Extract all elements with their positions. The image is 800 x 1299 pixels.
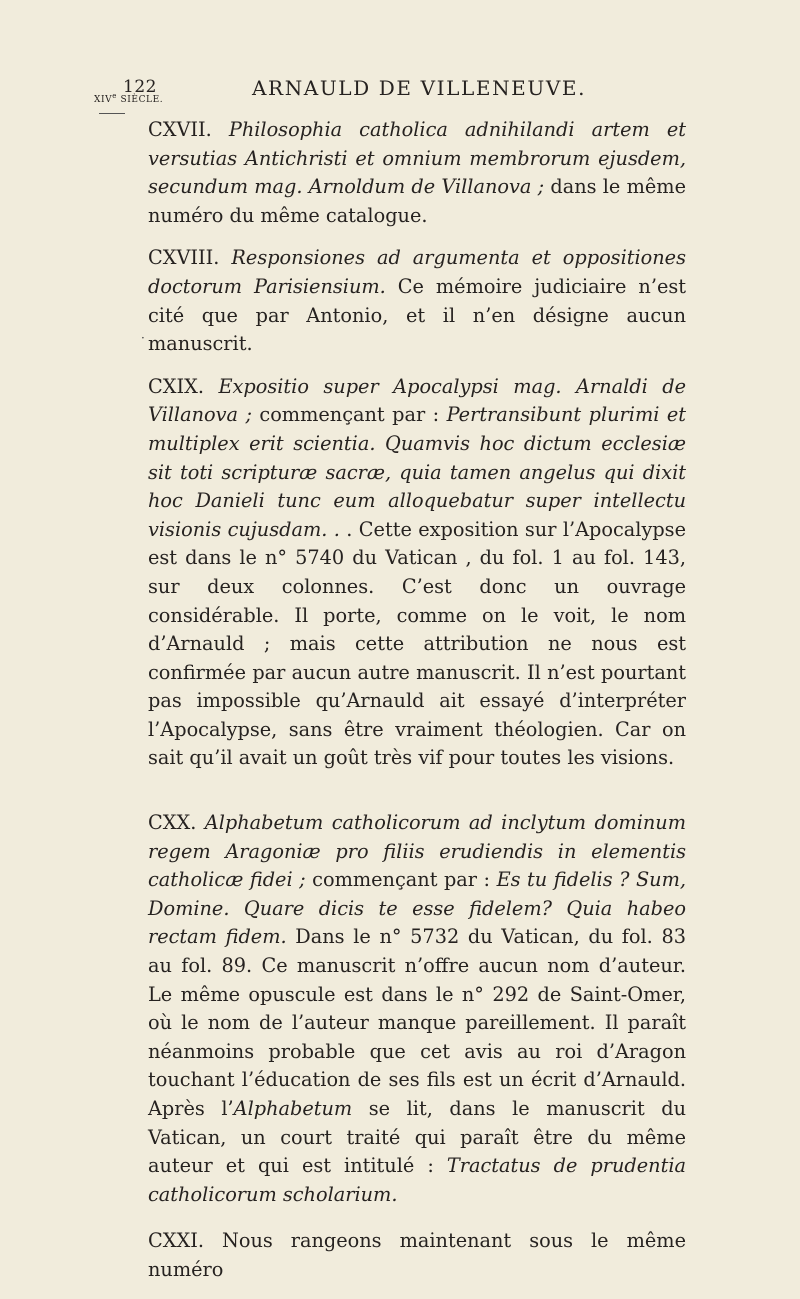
entry-text: . Cette exposition sur l’Apocalypse est dans le n° 5740 du Vatican , du fol. 1 au fol. 143, sur deux colonnes. C’est donc un ouvrage considérable. Il porte, comme on le voit, le nom d’Arnauld ; mais cette attribution ne nous est confirmée par aucun autre manuscrit. Il n’est pourtant pas impossible qu’Arnauld ait essayé d’interpréter l’Apocalypse, sans être vraiment théologien. Car on sait qu’il avait un goût très vif pour toutes les visions. bbox=[148, 517, 686, 770]
entry-text: Nous rangeons maintenant sous le même numéro bbox=[148, 1229, 686, 1281]
entry-cxix bbox=[148, 373, 686, 773]
entry-cxviii bbox=[148, 244, 686, 358]
entry-number: CXIX. bbox=[148, 374, 204, 398]
margin-note-suffix: SIÈCLE. bbox=[117, 95, 164, 105]
entry-text: se lit, dans le manuscrit du Vatican, un court traité qui paraît être du même auteur et qui est intitulé : bbox=[148, 1097, 687, 1178]
entry-cxxi bbox=[148, 1227, 686, 1284]
entry-number: CXVII. bbox=[148, 118, 212, 141]
entry-cxx bbox=[148, 809, 686, 1209]
entry-number: CXVIII. bbox=[148, 246, 220, 270]
entry-number: CXXI. bbox=[148, 1229, 204, 1253]
latin-title: Alphabetum catholicorum ad inclytum dominum regem Aragoniæ pro filiis erudiendis in elementis catholicæ fidei ; bbox=[148, 811, 686, 892]
entry-number: CXX. bbox=[148, 811, 197, 835]
margin-note-sup: e bbox=[112, 92, 118, 100]
page-number: 122 bbox=[123, 77, 157, 97]
entry-text: Ce mémoire judiciaire n’est cité que par Antonio, et il n’en désigne aucun manuscrit. bbox=[148, 274, 687, 356]
margin-note-century bbox=[94, 92, 163, 105]
margin-dot: · bbox=[141, 331, 145, 345]
margin-note-prefix: XIV bbox=[94, 95, 113, 105]
latin-incipit: Pertransibunt plurimi et multiplex erit scientia. Quamvis hoc dictum ecclesiæ sit toti scripturæ sacræ, quia tamen angelus qui dixit hoc Danieli tunc eum alloquebatur super intellectu visionis cujusdam. . bbox=[148, 403, 686, 541]
latin-title: Philosophia catholica adnihilandi artem et versutias Antichristi et omnium membrorum ejusdem, secundum mag. Arnoldum de Villanova ; bbox=[148, 118, 686, 199]
latin-title: Expositio super Apocalypsi mag. Arnaldi de Villanova ; bbox=[148, 374, 686, 427]
margin-rule bbox=[99, 113, 125, 114]
latin-title-end: Tractatus de prudentia catholicorum scholarium. bbox=[148, 1154, 686, 1206]
entry-text: Dans le n° 5732 du Vatican, du fol. 83 au fol. 89. Ce manuscrit n’offre aucun nom d’auteur. Le même opuscule est dans le n° 292 de Saint-Omer, où le nom de l’auteur manque pareillement. Il paraît néanmoins probable que cet avis au roi d’Aragon touchant l’éducation de ses fils est un écrit d’Arnauld. Après l’ bbox=[148, 925, 686, 1120]
latin-reference: Alphabetum bbox=[233, 1097, 353, 1120]
running-title: ARNAULD DE VILLENEUVE. bbox=[252, 76, 587, 100]
latin-incipit: Es tu fidelis ? Sum, Domine. Quare dicis te esse fidelem? Quia habeo rectam fidem. bbox=[148, 868, 687, 949]
entry-cxvii bbox=[148, 116, 686, 230]
entry-text: dans le même numéro du même catalogue. bbox=[148, 175, 686, 227]
entry-text: commençant par : bbox=[305, 868, 497, 892]
latin-title: Responsiones ad argumenta et oppositiones doctorum Parisiensium. bbox=[148, 246, 686, 298]
body-text bbox=[148, 116, 686, 1299]
entry-text: commençant par : bbox=[251, 403, 447, 427]
